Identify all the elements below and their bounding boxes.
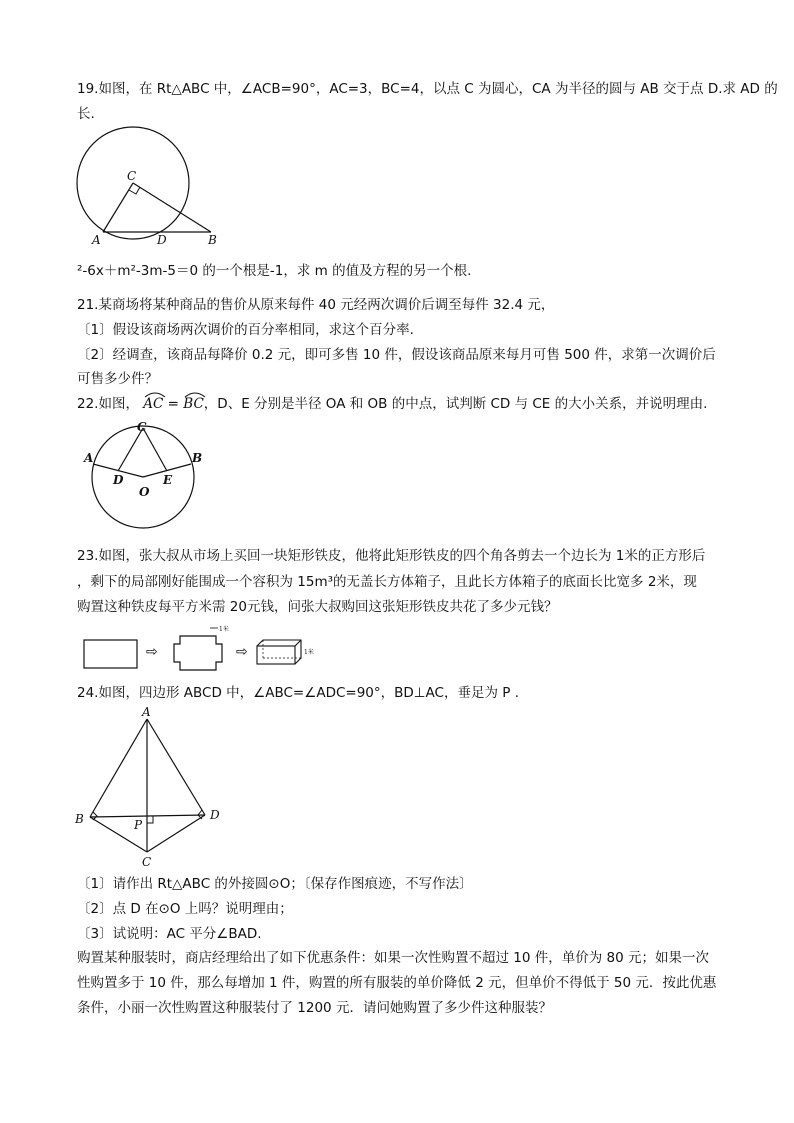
q19-segment-ca bbox=[103, 183, 133, 232]
q24-segment-ab bbox=[90, 719, 147, 817]
q22-figure bbox=[80, 420, 210, 535]
q24-right-angle-b bbox=[93, 812, 97, 820]
q19-label-b: B bbox=[208, 233, 217, 247]
q24-label-d: D bbox=[210, 808, 220, 822]
q24-label-p: P bbox=[134, 818, 143, 832]
q24-sub2: 〔2〕点 D 在⊙O 上吗？说明理由； bbox=[77, 901, 293, 917]
q22-label-b: B bbox=[192, 451, 203, 465]
q21-text-line2: 〔1〕假设该商场两次调价的百分率相同，求这个百分率. bbox=[77, 322, 414, 338]
q19-text-line1: 19.如图，在 Rt△ABC 中，∠ACB=90°，AC=3，BC=4，以点 C 为圆心，CA 为半径的圆与 AB 交于点 D.求 AD 的 bbox=[77, 81, 778, 97]
q24-sub3: 〔3〕试说明：AC 平分∠BAD. bbox=[77, 926, 262, 942]
q22-prefix: 22.如图， bbox=[77, 396, 139, 412]
q19-segment-cb bbox=[133, 183, 211, 232]
q23-text-line1: 23.如图，张大叔从市场上买回一块矩形铁皮，他将此矩形铁皮的四个角各剪去一个边长为 1米的正方形后 bbox=[77, 548, 706, 564]
q22-arc-ac-label: AC bbox=[143, 396, 164, 412]
q19-figure bbox=[75, 130, 225, 250]
q23-box bbox=[257, 640, 301, 664]
q22-label-d: D bbox=[113, 473, 124, 487]
q23-arrow-1: ⇨ bbox=[146, 644, 158, 660]
q19-right-angle-mark bbox=[129, 187, 140, 194]
q22-segment-ce bbox=[143, 428, 167, 471]
q19-label-c: C bbox=[127, 169, 137, 183]
q19-text-line2: 长. bbox=[77, 106, 95, 122]
q22-label-o: O bbox=[139, 485, 150, 499]
q24-label-a: A bbox=[142, 705, 151, 719]
q20-text-line1: ²-6x＋m²-3m-5＝0 的一个根是-1，求 m 的值及方程的另一个根. bbox=[77, 263, 472, 279]
q22-label-c: C bbox=[137, 420, 147, 434]
q24-label-b: B bbox=[75, 812, 84, 826]
q19-label-d: D bbox=[157, 233, 167, 247]
q25-text-line3: 条件，小丽一次性购置这种服装付了 1200 元．请问她购置了多少件这种服装？ bbox=[77, 1000, 552, 1016]
q22-arc-bc bbox=[183, 394, 204, 414]
q21-text-line3: 〔2〕经调查，该商品每降价 0.2 元，即可多售 10 件，假设该商品原来每月可售 500 件，求第一次调价后 bbox=[77, 347, 716, 363]
q22-segment-cd bbox=[118, 428, 143, 471]
q22-arc-bc-label: BC bbox=[183, 396, 204, 412]
q22-equals: = bbox=[163, 396, 184, 412]
q19-label-a: A bbox=[92, 233, 101, 247]
q23-sheet-rect bbox=[84, 640, 137, 668]
q24-label-c: C bbox=[142, 855, 152, 869]
q23-cut-sheet bbox=[174, 636, 222, 670]
q21-text-line1: 21.某商场将某种商品的售价从原来每件 40 元经两次调价后调至每件 32.4 元， bbox=[77, 297, 555, 313]
q25-text-line1: 购置某种服装时，商店经理给出了如下优惠条件：如果一次性购置不超过 10 件，单价为 80 元；如果一次 bbox=[77, 950, 710, 966]
q24-sub1: 〔1〕请作出 Rt△ABC 的外接圆⊙O；〔保存作图痕迹，不写作法〕 bbox=[77, 876, 473, 892]
q24-figure bbox=[72, 705, 232, 870]
q25-text-line2: 性购置多于 10 件，那么每增加 1 件，购置的所有服装的单价降低 2 元，但单价不得低于 50 元．按此优惠 bbox=[77, 975, 717, 991]
q23-figure bbox=[82, 622, 322, 672]
q22-arc-ac bbox=[143, 394, 163, 414]
q23-text-line2: ，剩下的局部刚好能围成一个容积为 15m³的无盖长方体箱子，且此长方体箱子的底面长比宽多 2米，现 bbox=[77, 574, 697, 590]
q23-arrow-2: ⇨ bbox=[236, 644, 248, 660]
q22-text-line1 bbox=[77, 394, 707, 414]
q24-right-angle-p bbox=[147, 816, 153, 823]
q23-text-line3: 购置这种铁皮每平方米需 20元钱，问张大叔购回这张矩形铁皮共花了多少元钱？ bbox=[77, 599, 558, 615]
q22-label-e: E bbox=[163, 473, 173, 487]
q23-dim-label: 1米 bbox=[219, 626, 229, 633]
q24-segment-ad bbox=[147, 719, 205, 815]
q22-suffix: ，D、E 分别是半径 OA 和 OB 的中点，试判断 CD 与 CE 的大小关系，并说明理由. bbox=[203, 396, 708, 412]
q23-box-label: 1米 bbox=[304, 649, 314, 656]
q21-text-line4: 可售多少件？ bbox=[77, 371, 158, 387]
q22-label-a: A bbox=[84, 451, 94, 465]
q24-text-line1: 24.如图，四边形 ABCD 中，∠ABC=∠ADC=90°，BD⊥AC，垂足为 P . bbox=[77, 685, 519, 701]
q24-segment-dc bbox=[147, 815, 205, 852]
